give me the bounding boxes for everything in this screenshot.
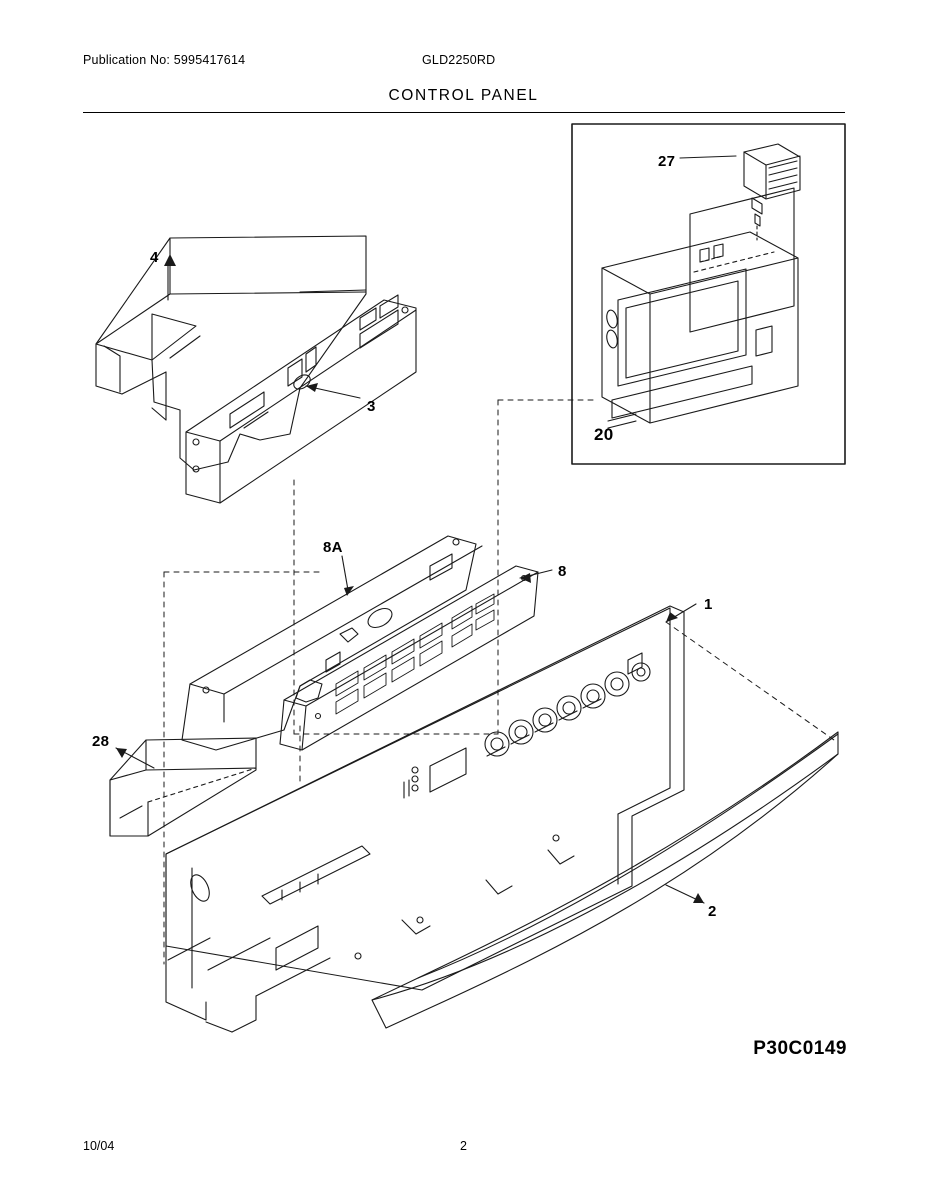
callout-2: 2 (708, 903, 717, 920)
page-title: CONTROL PANEL (388, 87, 539, 104)
part-3-control-board (186, 295, 416, 503)
callout-28: 28 (92, 733, 110, 750)
model-number: GLD2250RD (422, 53, 496, 67)
callout-27: 27 (658, 153, 676, 170)
callout-1: 1 (704, 596, 713, 613)
callout-3: 3 (367, 398, 376, 415)
footer-date: 10/04 (83, 1139, 115, 1153)
part-4-console-housing (96, 236, 366, 470)
callout-8: 8 (558, 563, 567, 580)
part-8a-touchpad-board (182, 536, 482, 750)
callout-8a: 8A (323, 539, 343, 556)
callout-4: 4 (150, 249, 159, 266)
part-1-control-panel-front (166, 604, 696, 1032)
publication-number: Publication No: 5995417614 (83, 53, 246, 67)
callout-20: 20 (594, 425, 614, 444)
drawing-code: P30C0149 (753, 1038, 847, 1059)
footer-page-number: 2 (460, 1139, 467, 1153)
part-8-touchpad (280, 566, 552, 750)
part-2-outer-door-panel (372, 732, 838, 1028)
